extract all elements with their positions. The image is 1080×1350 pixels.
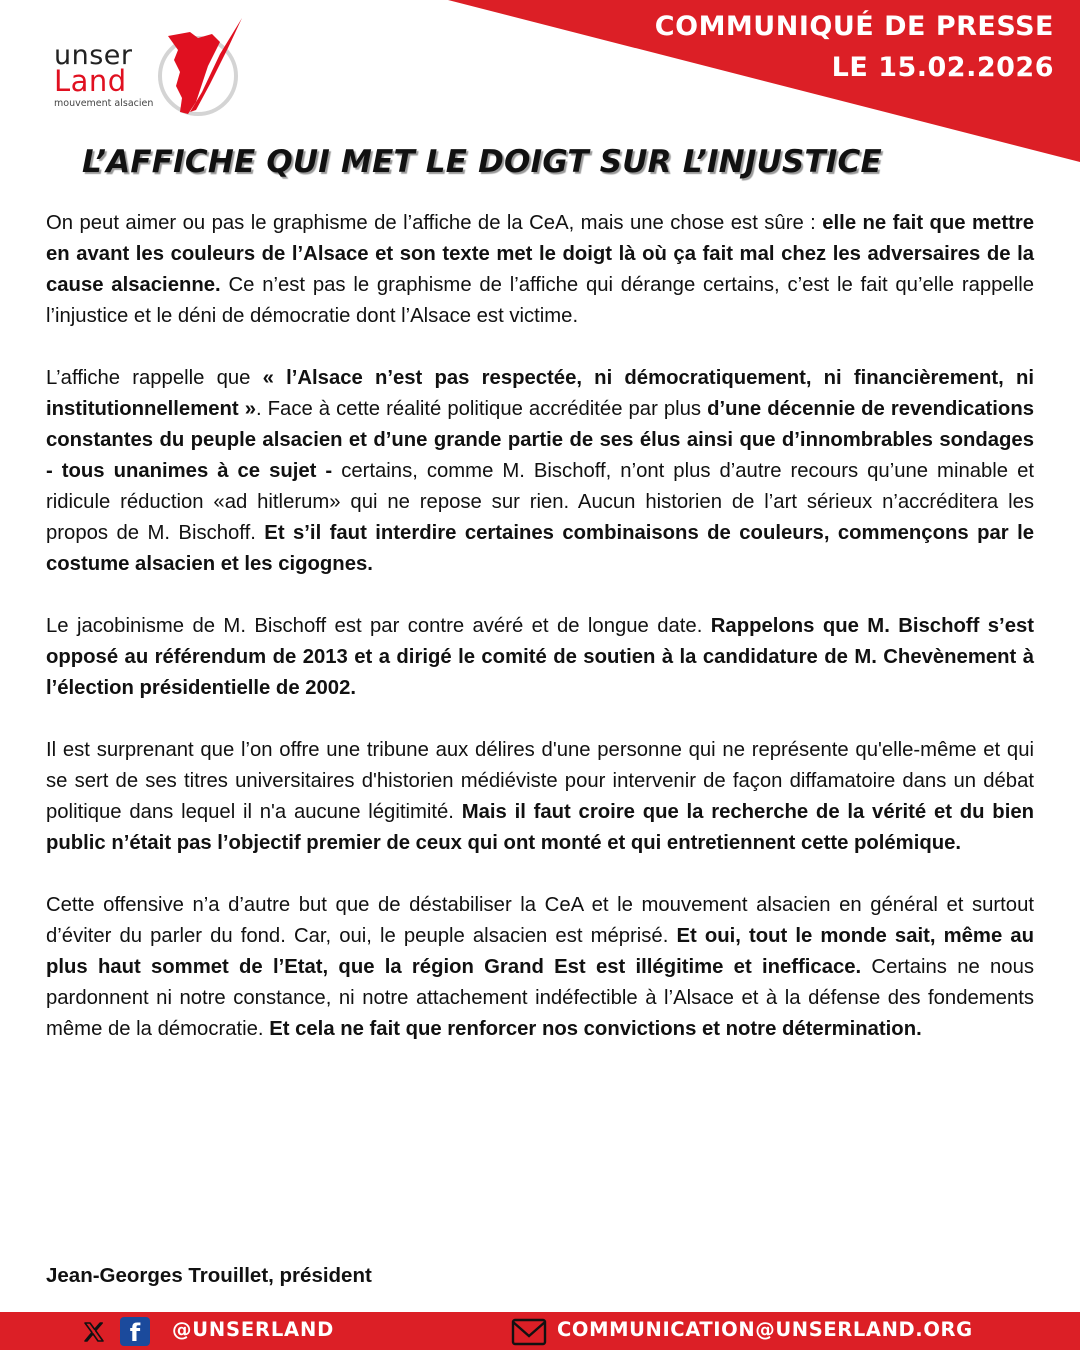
- text-segment: Certains ne nous pardonnent ni notre constance, ni notre attachement indéfectible à l’Alsace et à la défense des fondements même de la démocratie.: [46, 956, 1034, 1040]
- logo-word-land: Land: [54, 64, 127, 98]
- bold-text-segment: Mais il faut croire que la recherche de la vérité et du bien public n’était pas l’objectif premier de ceux qui ont monté et qui entretiennent cette polémique.: [46, 801, 1034, 854]
- bold-text-segment: Et oui, tout le monde sait, même au plus haut sommet de l’Etat, que la région Grand Est est illégitime et inefficace.: [46, 925, 1034, 978]
- bold-text-segment: Et s’il faut interdire certaines combinaisons de couleurs, commençons par le costume alsacien et les cigognes.: [46, 522, 1034, 575]
- bold-text-segment: « l’Alsace n’est pas respectée, ni démocratiquement, ni financièrement, ni institutionnellement »: [46, 367, 1034, 420]
- text-segment: Cette offensive n’a d’autre but que de déstabiliser la CeA et le mouvement alsacien en général et surtout d’éviter du parler du fond. Car, oui, le peuple alsacien est méprisé.: [46, 894, 1034, 947]
- social-handle-link[interactable]: @UNSERLAND: [172, 1318, 335, 1341]
- text-segment: certains, comme M. Bischoff, n’ont plus d’autre recours qu’une minable et ridicule réduction «ad hitlerum» qui ne repose sur rien. Aucun historien de l’art sérieux n’accréditera les propos de M. Bischoff.: [46, 460, 1034, 544]
- press-release-header: [655, 6, 1054, 88]
- facebook-icon[interactable]: f: [120, 1317, 150, 1346]
- footer-bar: [0, 1312, 1080, 1350]
- body-paragraph: [46, 735, 1034, 859]
- body-paragraph: [46, 890, 1034, 1045]
- body-paragraph: [46, 363, 1034, 580]
- x-twitter-icon[interactable]: [82, 1320, 106, 1344]
- press-release-body: [46, 208, 1034, 1076]
- text-segment: . Face à cette réalité politique accréditée par plus: [255, 398, 708, 420]
- bold-text-segment: Rappelons que M. Bischoff s’est opposé au référendum de 2013 et a dirigé le comité de soutien à la candidature de M. Chevènement à l’élection présidentielle de 2002.: [46, 615, 1035, 699]
- press-release-date: LE 15.02.2026: [831, 52, 1054, 83]
- unser-land-logo[interactable]: [50, 14, 250, 124]
- text-segment: L’affiche rappelle que: [46, 367, 263, 389]
- press-release-label: COMMUNIQUÉ DE PRESSE: [654, 11, 1054, 42]
- bold-text-segment: d’une décennie de revendications constantes du peuple alsacien et d’une grande partie de ses élus ainsi que d’innombrables sondages - tous unanimes à ce sujet -: [46, 398, 1034, 482]
- page-title: L’AFFICHE QUI MET LE DOIGT SUR L’INJUSTICE: [82, 144, 882, 180]
- envelope-icon[interactable]: [511, 1318, 547, 1346]
- text-segment: Le jacobinisme de M. Bischoff est par contre avéré et de longue date.: [46, 615, 711, 637]
- logo-tagline: mouvement alsacien: [54, 98, 154, 109]
- body-paragraph: [46, 208, 1034, 332]
- alsace-map-logo-icon: [150, 14, 250, 124]
- logo-word-unser: unser: [54, 40, 133, 71]
- bold-text-segment: elle ne fait que mettre en avant les couleurs de l’Alsace et son texte met le doigt là où ça fait mal chez les adversaires de la cause alsacienne.: [46, 212, 1035, 296]
- text-segment: Ce n’est pas le graphisme de l’affiche qui dérange certains, c’est le fait qu’elle rappelle l’injustice et le déni de démocratie dont l’Alsace est victime.: [46, 274, 1034, 327]
- text-segment: On peut aimer ou pas le graphisme de l’affiche de la CeA, mais une chose est sûre :: [46, 212, 823, 234]
- body-paragraph: [46, 611, 1034, 704]
- bold-text-segment: Et cela ne fait que renforcer nos convictions et notre détermination.: [269, 1018, 922, 1040]
- signature: Jean-Georges Trouillet, président: [46, 1264, 372, 1287]
- text-segment: Il est surprenant que l’on offre une tribune aux délires d'une personne qui ne représente qu'elle-même et qui se sert de ses titres universitaires d'historien médiéviste pour intervenir de façon diffamatoire dans un débat politique dans lequel il n'a aucune légitimité.: [46, 739, 1034, 823]
- email-link[interactable]: COMMUNICATION@UNSERLAND.ORG: [557, 1318, 973, 1341]
